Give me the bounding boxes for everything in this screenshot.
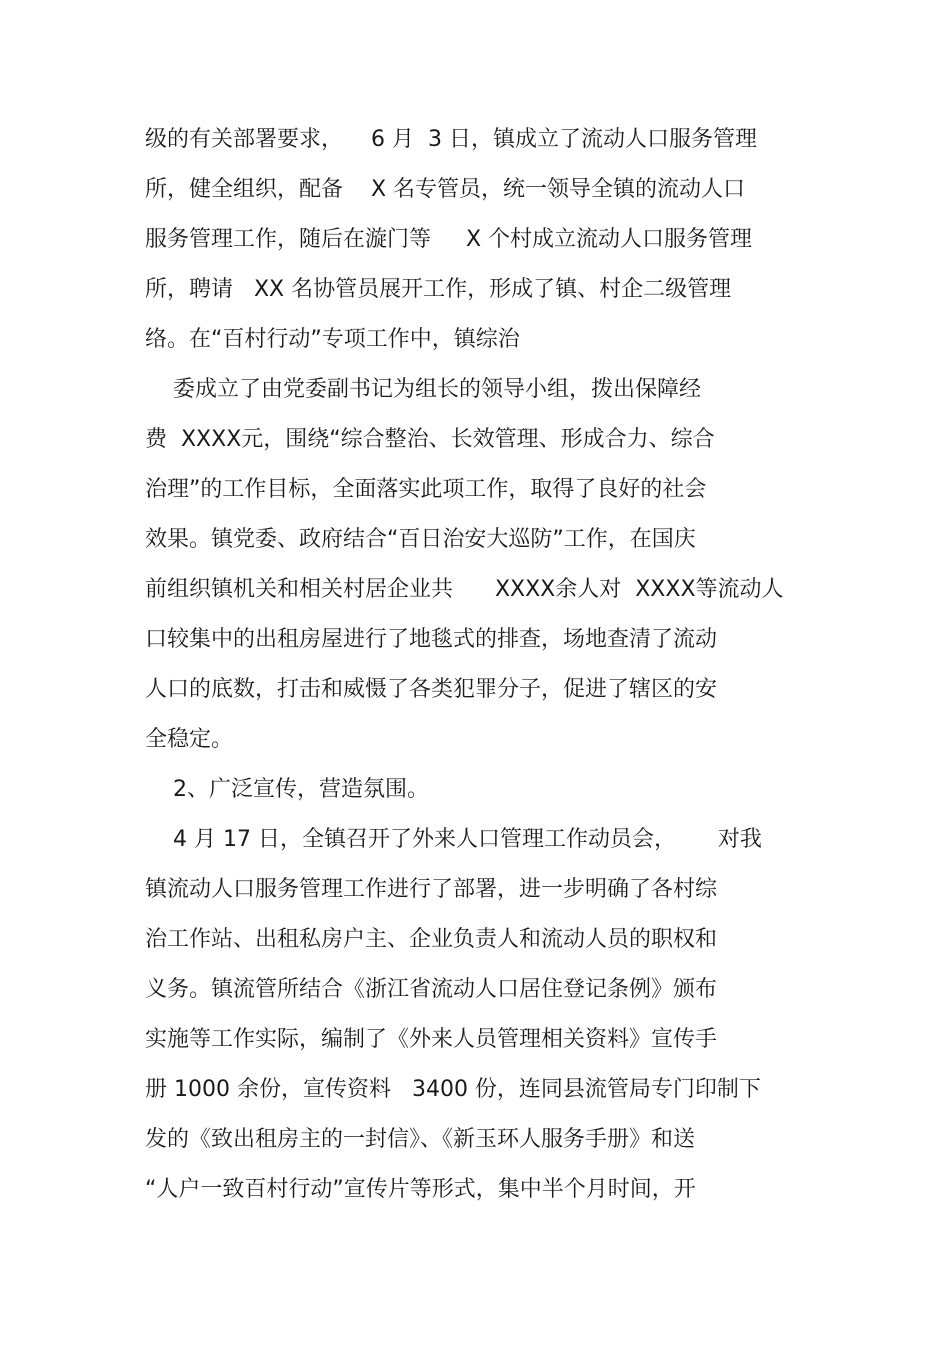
text-line: 义务。镇流管所结合《浙江省流动人口居住登记条例》颁布: [145, 977, 718, 1002]
text-line: 口较集中的出租房屋进行了地毯式的排查，场地查清了流动: [145, 627, 718, 652]
text-line: 费 XXXX元，围绕“综合整治、长效管理、形成合力、综合: [145, 427, 715, 452]
text-line: 4 月 17 日，全镇召开了外来人口管理工作动员会， 对我: [145, 827, 762, 852]
text-line: 实施等工作实际，编制了《外来人员管理相关资料》宣传手: [145, 1027, 718, 1052]
text-line: 人口的底数，打击和威慑了各类犯罪分子，促进了辖区的安: [145, 677, 718, 702]
text-line: 服务管理工作，随后在漩门等 X 个村成立流动人口服务管理: [145, 227, 753, 252]
text-line: 治理”的工作目标，全面落实此项工作，取得了良好的社会: [145, 477, 707, 502]
text-line: 级的有关部署要求， 6 月 3 日，镇成立了流动人口服务管理: [145, 127, 757, 152]
text-line: 册 1000 余份，宣传资料 3400 份，连同县流管局专门印制下: [145, 1077, 761, 1102]
text-line: 前组织镇机关和相关村居企业共 XXXX余人对 XXXX等流动人: [145, 577, 784, 602]
text-line: 治工作站、出租私房户主、企业负责人和流动人员的职权和: [145, 927, 718, 952]
text-line: 所，聘请 XX 名协管员展开工作，形成了镇、村企二级管理: [145, 277, 732, 302]
section-heading: 2、广泛宣传，营造氛围。: [145, 777, 429, 802]
text-line: 发的《致出租房主的一封信》、《新玉环人服务手册》和送: [145, 1127, 696, 1152]
text-line: 镇流动人口服务管理工作进行了部署，进一步明确了各村综: [145, 877, 718, 902]
text-line: 委成立了由党委副书记为组长的领导小组，拨出保障经: [145, 377, 701, 402]
text-line: 效果。镇党委、政府结合“百日治安大巡防”工作，在国庆: [145, 527, 696, 552]
text-line: 所，健全组织，配备 X 名专管员，统一领导全镇的流动人口: [145, 177, 746, 202]
text-line: 络。在“百村行动”专项工作中，镇综治: [145, 327, 520, 352]
text-line: 全稳定。: [145, 727, 234, 752]
text-line: “人户一致百村行动”宣传片等形式，集中半个月时间，开: [145, 1177, 696, 1202]
